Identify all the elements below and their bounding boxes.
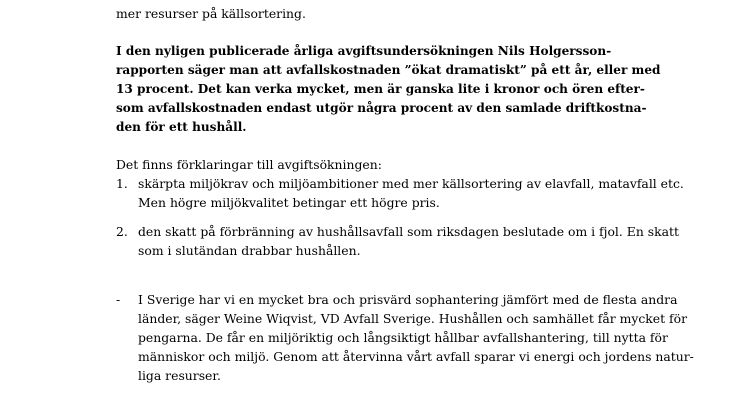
- list-item-line: den skatt på förbränning av hushållsavfall som riksdagen beslutade om i fjol. En skatt: [138, 224, 679, 239]
- top-fragment-text: mer resurser på källsortering.: [116, 6, 306, 21]
- lead-line: som avfallskostnaden endast utgör några procent av den samlade driftkostna-: [116, 101, 647, 115]
- list-marker: 1.: [116, 176, 128, 191]
- quote-line: I Sverige har vi en mycket bra och prisvärd sophantering jämfört med de flesta andra: [138, 292, 678, 307]
- quote-line: människor och miljö. Genom att återvinna vårt avfall sparar vi energi och jordens natur-: [138, 349, 694, 364]
- quote-line: pengarna. De får en miljöriktig och långsiktigt hållbar avfallshantering, till nytta för: [138, 330, 668, 345]
- lead-line: 13 procent. Det kan verka mycket, men är ganska lite i kronor och ören efter-: [116, 82, 645, 96]
- lead-line: I den nyligen publicerade årliga avgiftsundersökningen Nils Holgersson-: [116, 44, 612, 58]
- list-marker: 2.: [116, 224, 128, 239]
- list-item-line: Men högre miljökvalitet betingar ett högre pris.: [138, 195, 440, 210]
- quote-line: länder, säger Weine Wiqvist, VD Avfall Sverige. Hushållen och samhället får mycket för: [138, 311, 688, 326]
- quote-line: liga resurser.: [138, 368, 221, 383]
- lead-line: den för ett hushåll.: [116, 120, 247, 134]
- list-item-line: som i slutändan drabbar hushållen.: [138, 243, 361, 258]
- list-item-line: skärpta miljökrav och miljöambitioner med mer källsortering av elavfall, matavfall etc.: [138, 176, 684, 191]
- lead-line: rapporten säger man att avfallskostnaden ”ökat dramatiskt” på ett år, eller med: [116, 63, 661, 77]
- quote-marker: -: [116, 292, 121, 307]
- intro-text: Det finns förklaringar till avgiftsökningen:: [116, 157, 382, 172]
